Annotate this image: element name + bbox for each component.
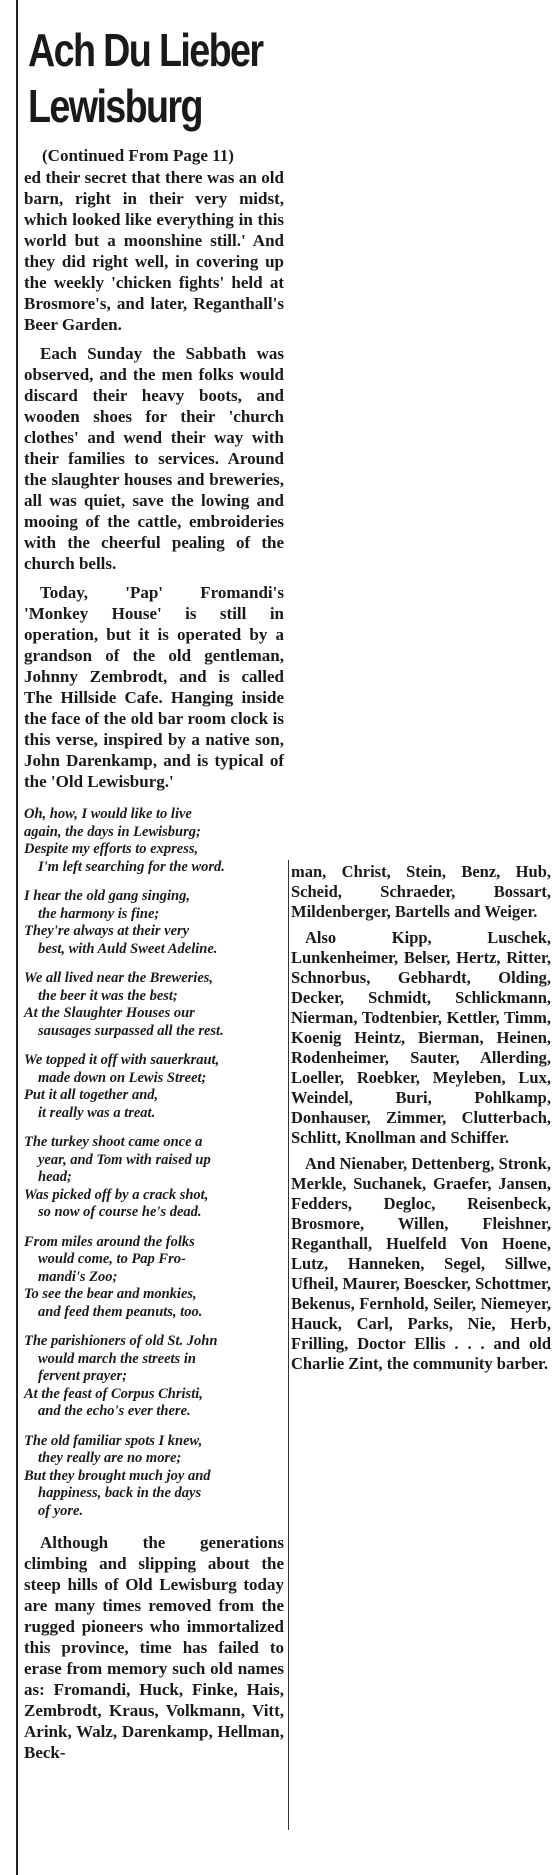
poem-stanza [24, 806, 284, 876]
poem-line: the harmony is fine; [38, 905, 160, 922]
column-rule [288, 860, 289, 1830]
continued-note: (Continued From Page 11) [42, 146, 234, 165]
poem-line: the beer it was the best; [38, 987, 178, 1004]
left-column [16, 0, 284, 1875]
poem-line: so now of course he's dead. [38, 1204, 202, 1220]
poem-line: they really are no more; [38, 1450, 182, 1466]
poem-line: Despite my efforts to express, [24, 841, 199, 857]
paragraph: Today, 'Pap' Fromandi's 'Monkey House' is still in operation, but it is operated by a grandson of the old gentleman, Johnny Zembrodt, and is called The Hillside Cafe. Hanging inside the face of the old bar room clock is this verse, inspired by a native son, John Darenkamp, and is typical of the 'Old Lewisburg.' [24, 583, 284, 791]
poem-line: To see the bear and monkies, [24, 1286, 197, 1302]
poem-line: fervent prayer; [38, 1368, 127, 1384]
poem-stanza [24, 970, 284, 1040]
article-body-left [24, 167, 284, 792]
poem-line: it really was a treat. [38, 1104, 156, 1121]
paragraph: Each Sunday the Sabbath was observed, and the men folks would discard their heavy boots, and wooden shoes for their 'church clothes' and wend their way with their families to services. Around the slaughter houses and breweries, all was quiet, save the lowing and mooing of the cattle, embroideries with the cheerful pealing of the church bells. [24, 344, 284, 573]
poem-line: and feed them peanuts, too. [38, 1303, 203, 1320]
poem-line: sausages surpassed all the rest. [38, 1022, 224, 1039]
poem-line: best, with Auld Sweet Adeline. [38, 940, 218, 957]
paragraph: Also Kipp, Luschek, Lunkenheimer, Belser, Hertz, Ritter, Schnorbus, Gebhardt, Olding, Decker, Schmidt, Schlickmann, Nierman, Todtenbier, Kettler, Timm, Koenig Heintz, Bierman, Heinen, Rodenheimer, Sauter, Allerding, Loeller, Roebker, Meyleben, Lux, Weindel, Buri, Pohlkamp, Donhauser, Zimmer, Clutterbach, Schlitt, Knollman and Schiffer. [291, 928, 551, 1147]
poem-line: I'm left searching for the word. [38, 858, 225, 875]
poem-line: Put it all together and, [24, 1087, 159, 1103]
poem-line: They're always at their very [24, 923, 190, 939]
poem-stanza [24, 888, 284, 958]
poem-line: The old familiar spots I knew, [24, 1432, 203, 1449]
paragraph: ed their secret that there was an old barn, right in their very midst, which looked like everything in this world but a moonshine still.' And they did right well, in covering up the weekly 'chicken fights' held at Brosmore's, and later, Reganthall's Beer Garden. [24, 168, 284, 334]
poem-stanza [24, 1134, 284, 1222]
poem-line: At the feast of Corpus Christi, [24, 1385, 203, 1402]
poem-stanza [24, 1234, 284, 1322]
poem-line: happiness, back in the days [38, 1485, 202, 1501]
article-body-right [291, 862, 551, 1380]
poem-line: From miles around the folks [24, 1233, 195, 1250]
poem-stanza [24, 1333, 284, 1421]
headline-line-2: Lewisburg [28, 80, 202, 132]
poem-line: year, and Tom with raised up [38, 1151, 211, 1168]
poem-stanza [24, 1052, 284, 1122]
closing-paragraph: Although the generations climbing and slipping about the steep hills of Old Lewisburg today are many times removed from the rugged pioneers who immortalized this province, time has failed to erase from memory such old names as: Fromandi, Huck, Finke, Hais, Zembrodt, Kraus, Volkmann, Vitt, Arink, Walz, Darenkamp, Hellman, Beck- [24, 1533, 284, 1762]
poem-line: I hear the old gang singing, [24, 888, 190, 904]
poem-line: The turkey shoot came once a [24, 1134, 203, 1150]
paragraph: And Nienaber, Dettenberg, Stronk, Merkle, Suchanek, Graefer, Jansen, Fedders, Degloc, Reisenbeck, Brosmore, Willen, Fleishner, Reganthall, Huelfeld Von Hoene, Lutz, Hanneken, Segel, Sillwe, Ufheil, Maurer, Boescker, Schottmer, Bekenus, Fernhold, Seiler, Niemeyer, Hauck, Carl, Parks, Nie, Herb, Frilling, Doctor Ellis . . . and old Charlie Zint, the community barber. [291, 1154, 551, 1373]
poem-line: made down on Lewis Street; [38, 1069, 207, 1086]
poem [24, 806, 284, 1520]
poem-line: would come, to Pap Fro- [38, 1251, 186, 1267]
poem-line: We topped it off with sauerkraut, [24, 1052, 220, 1068]
poem-line: Oh, how, I would like to live [24, 806, 192, 822]
poem-line: mandi's Zoo; [38, 1268, 118, 1285]
poem-line: again, the days in Lewisburg; [24, 823, 201, 840]
poem-line: The parishioners of old St. John [24, 1333, 218, 1349]
poem-line: At the Slaughter Houses our [24, 1005, 195, 1021]
headline-line-1: Ach Du Lieber [28, 24, 263, 76]
poem-line: We all lived near the Breweries, [24, 970, 214, 986]
closing-paragraph-wrap [24, 1532, 284, 1763]
poem-line: of yore. [38, 1502, 84, 1519]
poem-stanza [24, 1433, 284, 1521]
poem-line: head; [38, 1169, 72, 1185]
poem-line: But they brought much joy and [24, 1467, 211, 1484]
poem-line: Was picked off by a crack shot, [24, 1186, 209, 1203]
paragraph: man, Christ, Stein, Benz, Hub, Scheid, Schraeder, Bossart, Mildenberger, Bartells and Weiger. [291, 862, 551, 921]
poem-line: and the echo's ever there. [38, 1403, 191, 1419]
poem-line: would march the streets in [38, 1350, 196, 1367]
